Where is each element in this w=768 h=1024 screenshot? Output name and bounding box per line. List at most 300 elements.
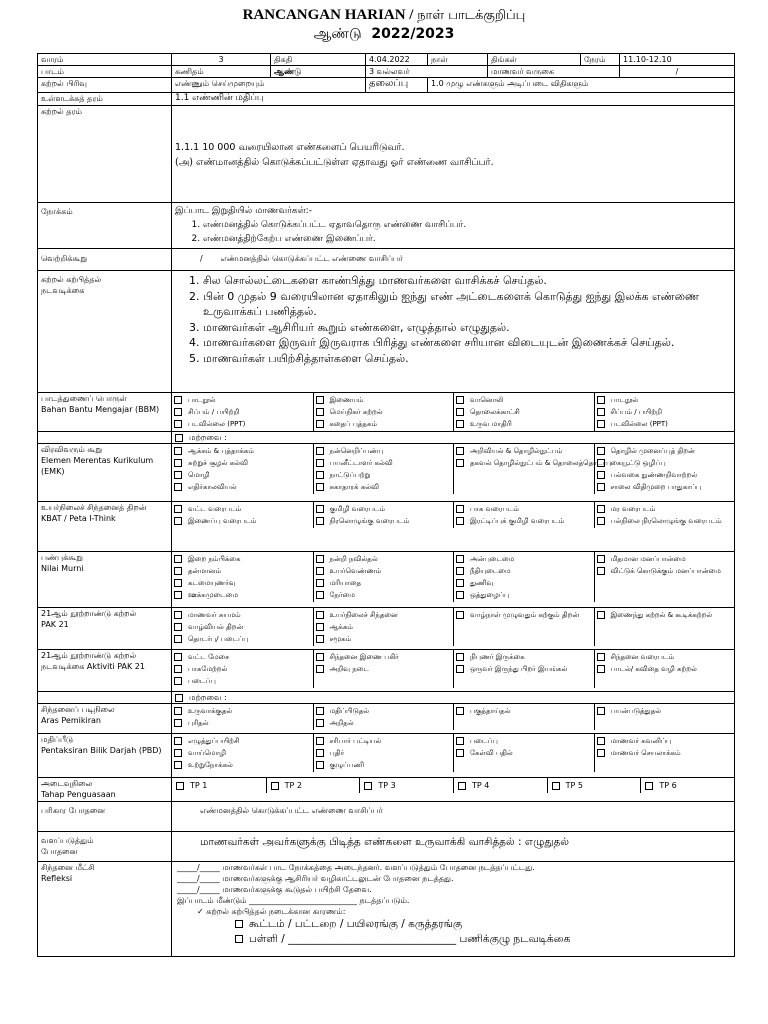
checkbox[interactable] — [174, 719, 182, 727]
option-label: மதிப்பிடுதல் — [329, 707, 370, 715]
option-label: நிபுணர் இருக்கை — [470, 653, 525, 661]
option-label: இறை நம்பிக்கை — [188, 555, 241, 563]
checkbox-option[interactable] — [174, 445, 311, 457]
checkbox-option[interactable] — [456, 705, 592, 717]
time-label: நேரம் — [581, 54, 620, 66]
checkbox[interactable] — [316, 707, 324, 715]
pak21-activity-label: 21ஆம் நூற்றாண்டு கற்றல் நடவடிக்கை Aktiviti PAK 21 — [38, 650, 172, 692]
checkbox[interactable] — [316, 719, 324, 727]
option-label: மர வரைபடம் — [610, 505, 656, 513]
option-label: நீதியுடைமை — [470, 567, 511, 575]
checkbox-option[interactable] — [174, 457, 311, 469]
checkbox[interactable] — [174, 567, 182, 575]
checkbox[interactable] — [645, 782, 653, 790]
checkbox-option[interactable] — [174, 418, 311, 430]
option-column — [453, 552, 594, 602]
option-label: பாக வரைபடம் — [470, 505, 519, 513]
mastery-level-label: TP 2 — [284, 781, 302, 790]
checkbox-option[interactable] — [174, 565, 311, 577]
checkbox-option[interactable] — [597, 445, 733, 457]
topic-label: தலைப்பு — [366, 78, 428, 93]
pak21-label: 21ஆம் நூற்றாண்டு கற்றல் PAK 21 — [38, 608, 172, 650]
checkbox[interactable] — [456, 408, 464, 416]
checkbox[interactable] — [456, 396, 464, 404]
checkbox[interactable] — [456, 749, 464, 757]
option-label: ஒத்துழைப்பு — [470, 591, 510, 599]
reflection-line: _____/_____ மாணவர்களுக்கு கூடுதல் பயிற்சி தேவை. — [177, 885, 372, 894]
checkbox-option[interactable] — [174, 651, 311, 663]
checkbox[interactable] — [316, 447, 324, 455]
content-standard-value: 1.1 எண்ணின் மதிப்பு — [172, 93, 735, 106]
mastery-level-label: அடைவுநிலை Tahap Penguasaan — [38, 778, 172, 802]
option-label: வானொலி — [470, 396, 504, 404]
checkbox-option[interactable] — [174, 717, 311, 729]
option-label: சாலை விதிமுறை பாதுகாப்பு — [610, 483, 702, 491]
checkbox-option[interactable] — [316, 577, 452, 589]
mastery-level-label: TP 1 — [190, 781, 208, 790]
checkbox-option[interactable] — [316, 705, 452, 717]
checkbox[interactable] — [456, 707, 464, 715]
checkbox[interactable] — [174, 408, 182, 416]
checkbox[interactable] — [456, 459, 464, 467]
checkbox-option[interactable] — [597, 705, 733, 717]
remedial-label: பரிகார போதனை — [38, 802, 172, 832]
checkbox[interactable] — [316, 737, 324, 745]
checkbox[interactable] — [174, 555, 182, 563]
checkbox-option[interactable] — [174, 406, 311, 418]
checkbox-option[interactable] — [316, 565, 452, 577]
checkbox[interactable] — [597, 471, 605, 479]
option-label: வட்ட வரைபடம் — [188, 505, 242, 513]
checkbox[interactable] — [235, 935, 243, 943]
checkbox[interactable] — [175, 694, 183, 702]
checkbox[interactable] — [456, 611, 464, 619]
checkbox-option[interactable] — [316, 735, 452, 747]
checkbox[interactable] — [364, 782, 372, 790]
checkbox[interactable] — [597, 483, 605, 491]
enrichment-label: வளப்படுத்தும் போதனை — [38, 832, 172, 862]
option-column — [172, 608, 313, 646]
checkbox[interactable] — [174, 761, 182, 769]
option-column — [453, 704, 594, 730]
checkbox-option[interactable] — [174, 675, 311, 687]
content-standard-label: உள்ளடக்கத் தரம் — [38, 93, 172, 106]
checkbox[interactable] — [456, 517, 464, 525]
checkbox-option[interactable] — [456, 445, 592, 457]
mastery-level-label: TP 6 — [659, 781, 677, 790]
checkbox-option[interactable] — [597, 503, 733, 515]
checkbox[interactable] — [456, 555, 464, 563]
option-column — [594, 444, 735, 494]
checkbox-option[interactable] — [456, 577, 592, 589]
checkbox-option[interactable] — [174, 589, 311, 601]
checkbox-option[interactable] — [174, 633, 311, 645]
checkbox[interactable] — [552, 782, 560, 790]
checkbox[interactable] — [175, 434, 183, 442]
area-value: எண்ணும் செய்முறையும் — [172, 78, 366, 93]
checkbox[interactable] — [174, 707, 182, 715]
option-label: இணைப்பு வரைபடம் — [188, 517, 257, 525]
checkbox[interactable] — [174, 623, 182, 631]
option-label: நன்னெறிப்பண்பு — [329, 447, 384, 455]
activity-step: 1. சில சொல்லட்டைகளை காண்பித்து மாணவர்களை வாசிக்கச் செய்தல். — [203, 273, 731, 289]
checkbox[interactable] — [174, 483, 182, 491]
option-label: இணையம் — [329, 396, 364, 404]
checkbox[interactable] — [316, 567, 324, 575]
option-label: சிப்பம் / பயிற்றி — [188, 408, 240, 416]
option-label: பல்வகை நுண்ணறிவாற்றல் — [610, 471, 698, 479]
mastery-level-option[interactable] — [172, 778, 266, 793]
checkbox[interactable] — [597, 459, 605, 467]
option-label: கதைப் புத்தகம் — [329, 420, 378, 428]
year-label: ஆண்டு — [313, 26, 362, 42]
checkbox-option[interactable] — [597, 651, 733, 663]
remedial-value: எண்மனத்தில் கொடுக்கப்பட்ட எண்ணை வாசிப்பர் — [172, 802, 735, 832]
checkbox-option[interactable] — [456, 553, 592, 565]
checkbox[interactable] — [456, 567, 464, 575]
checkbox-option[interactable] — [597, 469, 733, 481]
checkbox-option[interactable] — [174, 553, 311, 565]
checkbox-option[interactable] — [597, 515, 733, 527]
checkbox[interactable] — [456, 420, 464, 428]
checkbox[interactable] — [271, 782, 279, 790]
checkbox-option[interactable] — [174, 469, 311, 481]
checkbox-option[interactable] — [316, 633, 452, 645]
option-column — [313, 734, 454, 772]
checkbox-option[interactable] — [456, 735, 592, 747]
checkbox-option[interactable] — [597, 457, 733, 469]
checkbox[interactable] — [597, 737, 605, 745]
pak21-activity-options — [172, 650, 735, 692]
checkbox-option[interactable] — [174, 621, 311, 633]
success-criteria-label: வெற்றிக்கூறு — [38, 249, 172, 271]
option-label: பாகமேற்றல் — [188, 665, 228, 673]
checkbox[interactable] — [456, 737, 464, 745]
checkbox[interactable] — [316, 665, 324, 673]
checkbox[interactable] — [456, 447, 464, 455]
option-column — [594, 502, 735, 528]
checkbox-option[interactable] — [456, 651, 592, 663]
checkbox[interactable] — [316, 396, 324, 404]
option-label: பயன்படுத்துதல் — [610, 707, 661, 715]
checkbox[interactable] — [597, 707, 605, 715]
checkbox-option[interactable] — [174, 394, 311, 406]
day-label: நாள் — [428, 54, 488, 66]
mastery-level-label: TP 5 — [565, 781, 583, 790]
kbat-options — [172, 502, 735, 552]
reflection-option-meeting: கூட்டம் / பட்டறை / பயிலரங்கு / கருத்தரங்கு — [177, 917, 731, 932]
checkbox[interactable] — [597, 517, 605, 525]
checkbox-option[interactable] — [456, 609, 592, 621]
checkbox-option[interactable] — [597, 553, 733, 565]
checkbox[interactable] — [597, 567, 605, 575]
lesson-plan-table — [37, 53, 735, 957]
option-label: தொலைக்காட்சி — [470, 408, 520, 416]
checkbox-option[interactable] — [316, 609, 452, 621]
checkbox-option[interactable] — [456, 457, 612, 469]
checkbox[interactable] — [174, 665, 182, 673]
option-label: சமூகம் — [329, 635, 352, 643]
option-label: துணிவு — [470, 579, 494, 587]
option-label: சிந்தனை இணை பகிர் — [329, 653, 399, 661]
area-label: கற்றல் பிரிவு — [38, 78, 172, 93]
title-ta: நாள் பாடக்குறிப்பு — [417, 8, 526, 23]
option-column — [453, 502, 594, 528]
checkbox-option[interactable] — [174, 705, 311, 717]
checkbox[interactable] — [316, 483, 324, 491]
learning-standard-1: 1.1.1 10 000 வரையிலான எண்களைப் பெயரிடுவர். — [175, 142, 405, 153]
option-column — [313, 393, 454, 431]
option-column — [172, 502, 313, 528]
day-value: திங்கள் — [488, 54, 581, 66]
objective-list — [175, 218, 731, 246]
option-label: மாணவர் சுயமம் — [188, 611, 241, 619]
checkbox[interactable] — [174, 471, 182, 479]
option-label: உயர்நிலைச் சிந்தனை — [329, 611, 398, 619]
checkbox-option[interactable] — [597, 735, 733, 747]
option-label: படைப்பு — [470, 737, 498, 745]
activities-cell — [172, 271, 735, 393]
checkbox-option[interactable] — [597, 481, 733, 493]
checkbox-option[interactable] — [316, 445, 452, 457]
checkbox[interactable] — [316, 579, 324, 587]
checkbox-option[interactable] — [456, 515, 592, 527]
checkbox[interactable] — [597, 665, 605, 673]
reflection-line: _____/_____ மாணவர்கள் பாட நோக்கத்தை அடைந்தனர். வளப்படுத்தும் போதனை நடத்தப்பட்டது. — [177, 863, 535, 872]
checkbox-option[interactable] — [174, 481, 311, 493]
checkbox[interactable] — [316, 471, 324, 479]
checkbox[interactable] — [456, 579, 464, 587]
pak21-options — [172, 608, 735, 650]
date-label: திகதி — [271, 54, 366, 66]
option-label: புரிதல் — [188, 719, 209, 727]
mastery-level-option[interactable] — [547, 778, 641, 793]
checkbox-option[interactable] — [316, 717, 452, 729]
checkbox-option[interactable] — [597, 565, 733, 577]
option-column — [172, 552, 313, 602]
option-column — [594, 704, 735, 730]
checkbox[interactable] — [316, 653, 324, 661]
checkbox-option[interactable] — [456, 747, 592, 759]
checkbox[interactable] — [316, 505, 324, 513]
checkbox-option[interactable] — [456, 406, 592, 418]
checkbox[interactable] — [597, 749, 605, 757]
option-label: ஒருவர் இருந்து பிறர் இயங்கல் — [470, 665, 568, 673]
option-label: உற்றுநோக்கல் — [188, 761, 233, 769]
option-label: ஆக்கம் & புத்தாக்கம் — [188, 447, 254, 455]
checkbox-option[interactable] — [174, 759, 311, 771]
checkbox[interactable] — [597, 611, 605, 619]
checkbox[interactable] — [316, 420, 324, 428]
checkbox-option[interactable] — [597, 609, 733, 621]
checkbox-option[interactable] — [316, 759, 452, 771]
checkbox[interactable] — [174, 447, 182, 455]
option-label: சுற்றுச் சூழல் கல்வி — [188, 459, 248, 467]
option-column — [453, 734, 594, 772]
option-label: படைப்பு — [188, 677, 216, 685]
thinking-level-options — [172, 704, 735, 734]
option-label: பாடநூல் — [610, 396, 639, 404]
checkbox-option[interactable] — [456, 589, 592, 601]
checkbox[interactable] — [235, 920, 243, 928]
checkbox-option[interactable] — [316, 406, 452, 418]
reflection-line: ✓ கற்றல் கற்பித்தல் நடைக்கான காரணம்: — [197, 907, 346, 916]
checkbox-option[interactable] — [174, 577, 311, 589]
checkbox[interactable] — [176, 782, 184, 790]
mastery-level-option[interactable] — [640, 778, 734, 793]
option-label: உருவ மாதிரி — [470, 420, 512, 428]
option-label: குழுப்பணி — [329, 761, 364, 769]
option-label: பாடல்/ கவிதை வழி கற்றல் — [610, 665, 697, 673]
activity-step: 2. பின் 0 முதல் 9 வரையிலான ஏதாகிலும் ஐந்து எண் அட்டைகளைக் கொடுத்து ஐந்து இலக்க எண்ணை உருவாக்கப் பணித்தல். — [203, 289, 731, 320]
option-label: ஆக்கம் — [329, 623, 353, 631]
mastery-level-label: TP 3 — [378, 781, 396, 790]
checkbox-option[interactable] — [174, 663, 311, 675]
checkbox[interactable] — [316, 591, 324, 599]
reflection-cell — [172, 862, 735, 957]
checkbox[interactable] — [597, 420, 605, 428]
enrichment-value: மாணவர்கள் அவர்களுக்கு பிடித்த எண்களை உருவாக்கி வாசித்தல் : எழுதுதல் — [172, 832, 735, 862]
option-label: ஊக்கமுடைமை — [188, 591, 238, 599]
option-label: கடமையுணர்வு — [188, 579, 236, 587]
checkbox[interactable] — [174, 420, 182, 428]
checkbox[interactable] — [597, 396, 605, 404]
checkbox-option[interactable] — [456, 663, 592, 675]
checkbox-option[interactable] — [316, 651, 452, 663]
checkbox-option[interactable] — [316, 515, 452, 527]
checkbox-option[interactable] — [316, 503, 452, 515]
option-label: இரட்டிப்புக் குமிழி வரைபடம் — [470, 517, 565, 525]
checkbox[interactable] — [174, 517, 182, 525]
reflection-label: சிந்தனை மீட்சி Refleksi — [38, 862, 172, 957]
option-label: அறிதல் — [329, 719, 354, 727]
checkbox[interactable] — [174, 459, 182, 467]
checkbox[interactable] — [174, 749, 182, 757]
checkbox[interactable] — [456, 505, 464, 513]
activity-step: 3. மாணவர்கள் ஆசிரியர் கூறும் எண்களை, எழுத்தால் எழுதுதல். — [203, 320, 731, 336]
checkbox[interactable] — [456, 591, 464, 599]
checkbox-option[interactable] — [316, 394, 452, 406]
checkbox[interactable] — [174, 677, 182, 685]
option-label: மெய்நிகர் கற்றல் — [329, 408, 383, 416]
checkbox[interactable] — [597, 653, 605, 661]
option-column — [453, 393, 594, 431]
checkbox[interactable] — [456, 653, 464, 661]
checkbox[interactable] — [316, 517, 324, 525]
checkbox-option[interactable] — [597, 418, 733, 430]
checkbox-option[interactable] — [456, 418, 592, 430]
mastery-level-option[interactable] — [266, 778, 360, 793]
emk-label: விரவிவரும் கூறு Elemen Merentas Kurikulum (EMK) — [38, 444, 172, 502]
checkbox[interactable] — [316, 761, 324, 769]
checkbox-option[interactable] — [456, 394, 592, 406]
checkbox[interactable] — [174, 505, 182, 513]
checkbox[interactable] — [316, 635, 324, 643]
option-label: தொடர்பு/ படைப்பு — [188, 635, 249, 643]
option-label: இணைந்து கற்றல் & கூடிக்கற்றல் — [610, 611, 713, 619]
checkbox[interactable] — [456, 665, 464, 673]
option-column — [453, 444, 612, 494]
checkbox[interactable] — [597, 555, 605, 563]
checkbox-option[interactable] — [456, 503, 592, 515]
option-label: கேள்வி பதில் — [470, 749, 513, 757]
checkbox-option[interactable] — [597, 394, 733, 406]
checkbox[interactable] — [316, 408, 324, 416]
reflection-line: _____/_____ மாணவர்களுக்கு ஆசிரியர் வழிகாட்டலுடன் போதனை நடத்தது. — [177, 874, 454, 883]
option-label: வாழ்நாள் முழுவதும் கற்கும் திறன் — [470, 611, 580, 619]
checkbox[interactable] — [316, 623, 324, 631]
option-column — [453, 650, 594, 688]
checkbox-option[interactable] — [174, 515, 311, 527]
checkbox-option[interactable] — [316, 457, 452, 469]
checkbox[interactable] — [174, 396, 182, 404]
checkbox-option[interactable] — [316, 663, 452, 675]
option-label: குமிழி வரைபடம் — [329, 505, 386, 513]
checkbox[interactable] — [316, 611, 324, 619]
checkbox-option[interactable] — [597, 663, 733, 675]
checkbox[interactable] — [458, 782, 466, 790]
checkbox[interactable] — [597, 505, 605, 513]
checkbox-option[interactable] — [597, 406, 733, 418]
checkbox-option[interactable] — [316, 589, 452, 601]
mastery-level-label: TP 4 — [471, 781, 490, 790]
option-column — [313, 552, 454, 602]
emk-options — [172, 444, 735, 502]
checkbox[interactable] — [597, 408, 605, 416]
values-label: பண்புக்கூறு Nilai Murni — [38, 552, 172, 608]
option-label: வாழ்வியல் திறன் — [188, 623, 244, 631]
checkbox-option[interactable] — [316, 747, 452, 759]
bbm-label: பாடத்துணைப் பொருள் Bahan Bantu Mengajar (BBM) — [38, 393, 172, 432]
checkbox-option[interactable] — [174, 609, 311, 621]
checkbox-option[interactable] — [174, 747, 311, 759]
option-label: மரியாதை — [329, 579, 362, 587]
mastery-level-option[interactable] — [359, 778, 453, 793]
checkbox-option[interactable] — [316, 418, 452, 430]
checkbox[interactable] — [174, 611, 182, 619]
checkbox-option[interactable] — [174, 503, 311, 515]
checkbox-option[interactable] — [174, 735, 311, 747]
thinking-level-label: சிந்தனைப் படிநிலை Aras Pemikiran — [38, 704, 172, 734]
checkbox[interactable] — [597, 447, 605, 455]
checkbox[interactable] — [316, 459, 324, 467]
checkbox-option[interactable] — [597, 747, 733, 759]
checkbox[interactable] — [174, 591, 182, 599]
checkbox[interactable] — [316, 749, 324, 757]
option-label: வட்ட மேசை — [188, 653, 230, 661]
checkbox[interactable] — [174, 579, 182, 587]
values-options — [172, 552, 735, 608]
checkbox-option[interactable] — [316, 553, 452, 565]
checkbox[interactable] — [174, 635, 182, 643]
checkbox-option[interactable] — [316, 621, 452, 633]
checkbox[interactable] — [174, 737, 182, 745]
mastery-level-option[interactable] — [453, 778, 547, 793]
option-label: பல்நிலை நிரலொழுங்கு வரைபடம் — [610, 517, 722, 525]
subject-label: பாடம் — [38, 66, 172, 78]
checkbox-option[interactable] — [316, 469, 452, 481]
objective-intro: இப்பாட இறுதியில் மாணவர்கள்:- — [175, 206, 312, 216]
checkbox-option[interactable] — [456, 565, 592, 577]
week-value: 3 — [172, 54, 271, 66]
bbm-options — [172, 393, 735, 432]
checkbox[interactable] — [316, 555, 324, 563]
success-criteria-value: / எண்மனத்தில் கொடுக்கப்பட்ட எண்ணை வாசிப்பர் — [172, 249, 735, 271]
checkbox[interactable] — [174, 653, 182, 661]
checkbox-option[interactable] — [316, 481, 452, 493]
option-column — [313, 650, 454, 688]
option-label: பகுத்தாய்தல் — [470, 707, 511, 715]
